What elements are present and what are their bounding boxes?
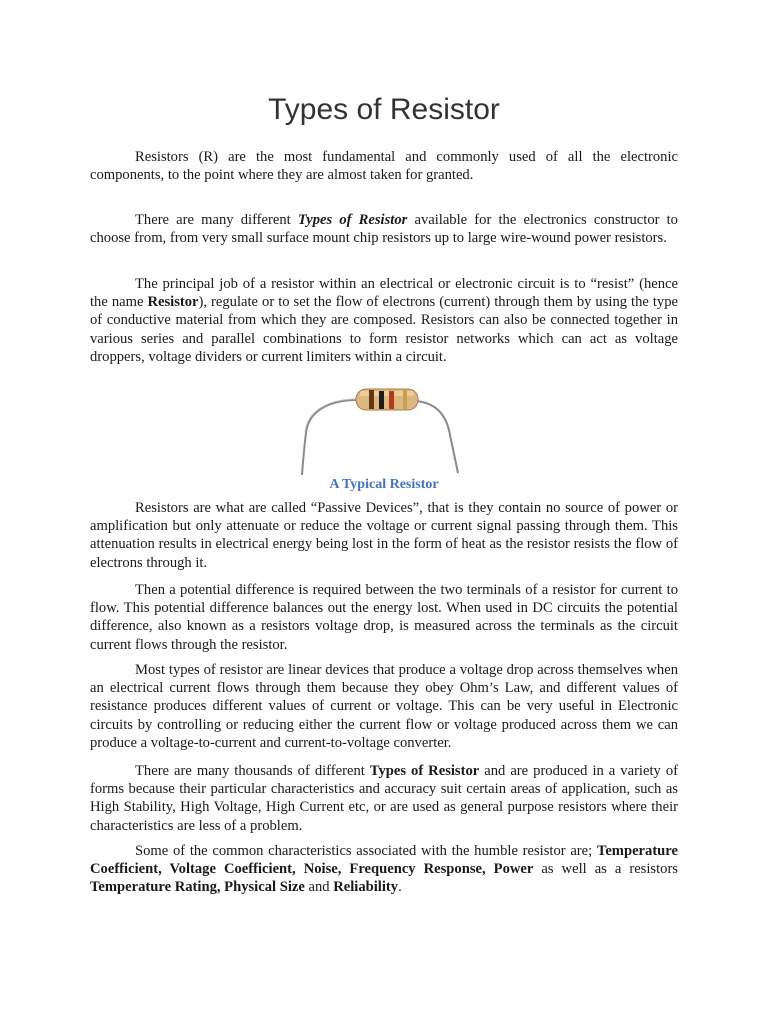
paragraph-text: available for the electronics constructor to choose from, from very small surface mount chip resistors up to large wire-wound power resistors.	[90, 212, 678, 247]
paragraph-linear-devices: Most types of resistor are linear devices that produce a voltage drop across themselves when an electrical current flows through them because they obey Ohm’s Law, and different values of resistance produces different values of current or voltage. This can be very useful in Electronic circuits by controlling or reducing either the current flow or voltage produced across them we can produce a voltage-to-current and current-to-voltage converter.	[90, 662, 678, 751]
emphasis-rating-size: Temperature Rating, Physical Size	[90, 879, 305, 896]
paragraph-potential-difference: Then a potential difference is required between the two terminals of a resistor for current to flow. This potential difference balances out the energy lost. When used in DC circuits the potential difference, also known as a resistors voltage drop, is measured across the terminals as the circuit current flows through the resistor.	[90, 582, 678, 653]
resistor-image	[290, 383, 470, 475]
emphasis-reliability: Reliability	[333, 879, 399, 896]
paragraph-text: There are many different	[135, 212, 298, 228]
paragraph-text: .	[398, 879, 402, 896]
paragraph-many-types	[90, 762, 678, 835]
paragraph-passive-devices: Resistors are what are called “Passive Devices”, that is they contain no source of power or amplification but only attenuate or reduce the voltage or current signal passing through them. This attenuation results in electrical energy being lost in the form of heat as the resistor resists the flow of electrons through it.	[90, 500, 678, 571]
paragraph-intro: Resistors (R) are the most fundamental and commonly used of all the electronic components, to the point where they are almost taken for granted.	[90, 149, 678, 184]
paragraph-text: The principal job of a resistor within an electrical or electronic circuit is to “resist” (hence the name	[90, 276, 678, 311]
paragraph-text: Some of the common characteristics associated with the humble resistor are;	[135, 843, 597, 859]
paragraph-text: as well as a resistors	[533, 861, 678, 878]
paragraph-text: and	[304, 879, 334, 896]
paragraph-characteristics	[90, 842, 678, 897]
paragraph-principal-job	[90, 275, 678, 366]
paragraph-text: ), regulate or to set the flow of electrons (current) through them by using the type of conductive material from which they are composed. Resistors can also be connected together in various series and parallel combinations to form resistor networks which can act as voltage droppers, voltage dividers or current limiters within a circuit.	[90, 294, 679, 365]
emphasis-resistor: Resistor	[147, 294, 199, 311]
paragraph-types	[90, 211, 678, 247]
emphasis-characteristics: Temperature Coefficient, Voltage Coefficient, Noise, Frequency Response, Power	[90, 843, 678, 878]
figure-caption: A Typical Resistor	[329, 477, 439, 492]
page-title: Types of Resistor	[268, 93, 500, 126]
emphasis-types-of-resistor: Types of Resistor	[297, 212, 408, 228]
paragraph-text: and are produced in a variety of forms because their particular characteristics and accuracy suit certain areas of application, such as High Stability, High Voltage, High Current etc, or are used as general purpose resistors where their characteristics are less of a problem.	[90, 763, 678, 834]
emphasis-types-of-resistor: Types of Resistor	[369, 763, 480, 779]
paragraph-text: There are many thousands of different	[135, 763, 370, 779]
